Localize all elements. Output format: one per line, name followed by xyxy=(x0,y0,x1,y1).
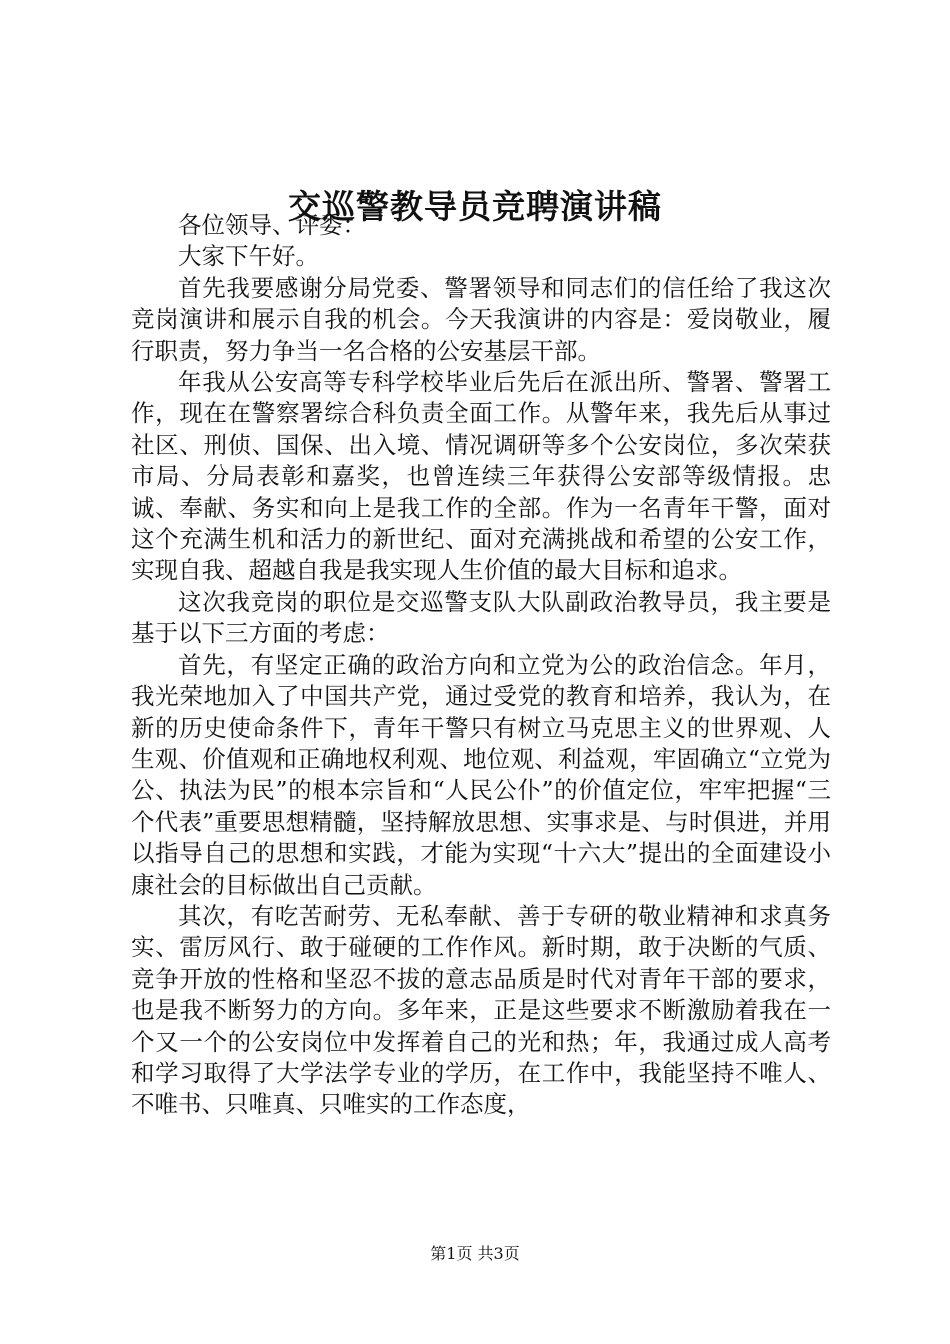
paragraph-second-reason: 其次，有吃苦耐劳、无私奉献、善于专研的敬业精神和求真务实、雷厉风行、敢于碰硬的工作作风。新时期，敢于决断的气质、竞争开放的性格和坚忍不拔的意志品质是时代对青年干部的要求，也是我不断努力的方向。多年来，正是这些要求不断激励着我在一个又一个的公安岗位中发挥着自己的光和热；年，我通过成人高考和学习取得了大学法学专业的学历，在工作中，我能坚持不唯人、不唯书、只唯真、只唯实的工作态度， xyxy=(131,901,831,1119)
paragraph-first-reason: 首先，有坚定正确的政治方向和立党为公的政治信念。年月，我光荣地加入了中国共产党，通过受党的教育和培养，我认为，在新的历史使命条件下，青年干警只有树立马克思主义的世界观、人生观、价值观和正确地权利观、地位观、利益观，牢固确立“立党为公、执法为民”的根本宗旨和“人民公仆”的价值定位，牢牢把握“三个代表”重要思想精髓，坚持解放思想、实事求是、与时俱进，并用以指导自己的思想和实践，才能为实现“十六大”提出的全面建设小康社会的目标做出自己贡献。 xyxy=(131,650,831,899)
page-number: 第1页 共3页 xyxy=(430,1244,520,1263)
paragraph-intro: 首先我要感谢分局党委、警署领导和同志们的信任给了我这次竞岗演讲和展示自我的机会。今天我演讲的内容是：爱岗敬业，履行职责，努力争当一名合格的公安基层干部。 xyxy=(131,273,831,365)
page-title: 交巡警教导员竞聘演讲稿 xyxy=(288,187,662,226)
salutation: 各位领导、评委： xyxy=(178,211,366,239)
paragraph-background: 年我从公安高等专科学校毕业后先后在派出所、警署、警署工作，现在在警察署综合科负责全面工作。从警年来，我先后从事过社区、刑侦、国保、出入境、情况调研等多个公安岗位，多次荣获市局、分局表彰和嘉奖，也曾连续三年获得公安部等级情报。忠诚、奉献、务实和向上是我工作的全部。作为一名青年干警，面对这个充满生机和活力的新世纪、面对充满挑战和希望的公安工作，实现自我、超越自我是我实现人生价值的最大目标和追求。 xyxy=(131,368,831,585)
greeting: 大家下午好。 xyxy=(178,242,319,271)
paragraph-position: 这次我竞岗的职位是交巡警支队大队副政治教导员，我主要是基于以下三方面的考虑： xyxy=(131,587,831,648)
document-body xyxy=(131,210,831,1121)
